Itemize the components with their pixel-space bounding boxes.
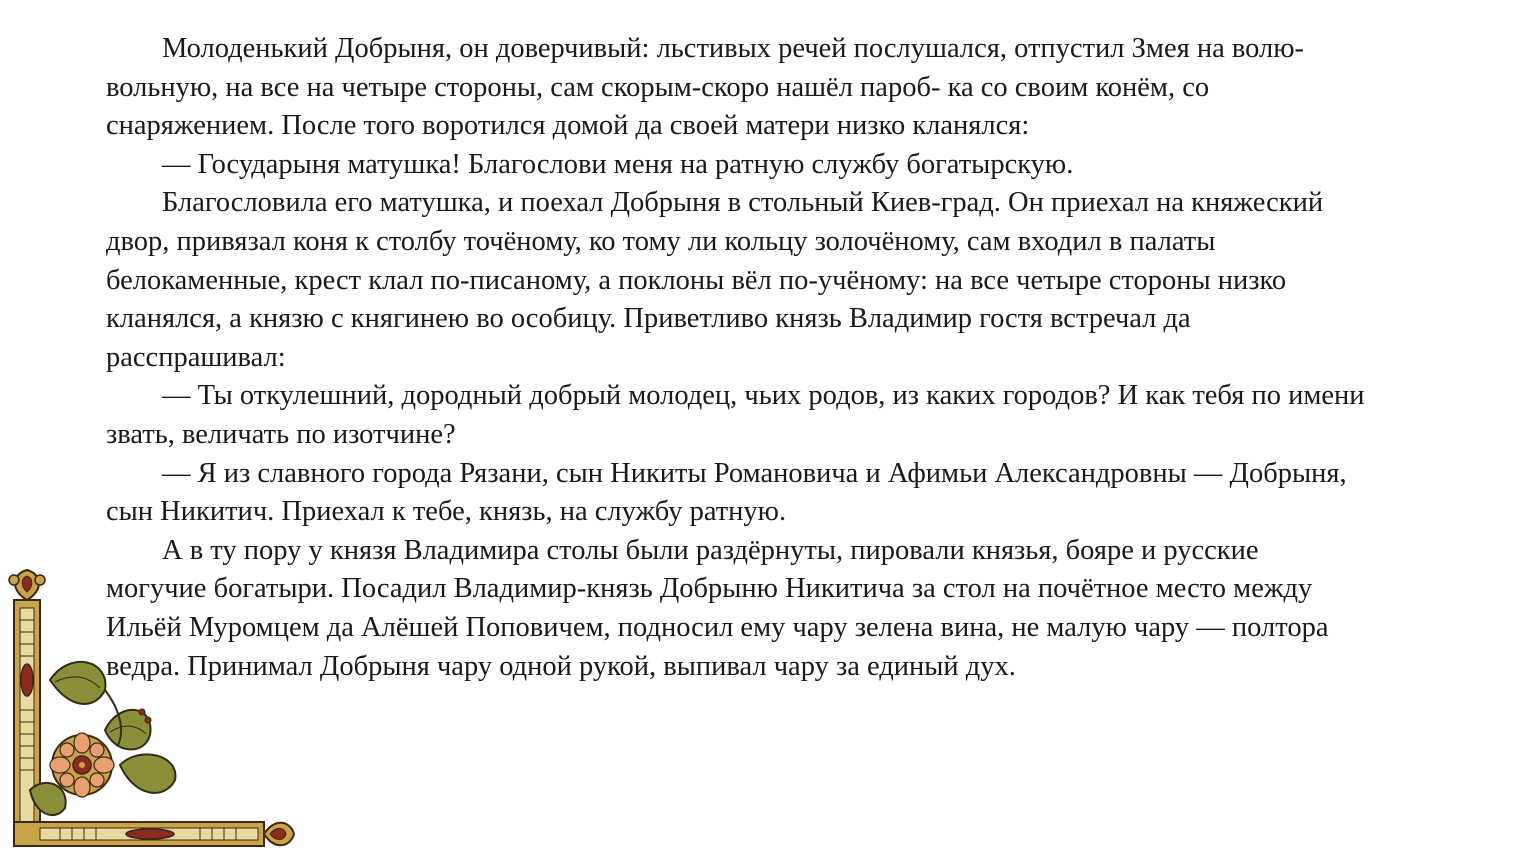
ornamental-corner-icon: [0, 560, 300, 860]
text-line: могучие богатыри. Посадил Владимир-князь Добрыню Никитича за стол на почётное место между: [106, 573, 1313, 605]
text-line: расспрашивал:: [106, 341, 286, 373]
text-line: белокаменные, крест клал по-писаному, а поклоны вёл по-учёному: на все четыре стороны низко: [106, 264, 1287, 296]
story-text: [106, 30, 1516, 686]
text-line: — Ты откулешний, дородный добрый молодец, чьих родов, из каких городов? И как тебя по имени: [162, 380, 1365, 412]
text-line: Молоденький Добрыня, он доверчивый: льстивых речей послушался, отпустил Змея на волю-: [162, 33, 1304, 64]
text-line: двор, привязал коня к столбу точёному, ко тому ли кольцу золочёному, сам входил в палаты: [106, 225, 1216, 257]
text-line: — Государыня матушка! Благослови меня на ратную службу богатырскую.: [162, 148, 1074, 180]
text-line: сын Никитич. Приехал к тебе, князь, на службу ратную.: [106, 496, 787, 528]
text-line: — Я из славного города Рязани, сын Никиты Романовича и Афимьи Александровны — Добрыня,: [162, 457, 1347, 489]
text-line: Благословила его матушка, и поехал Добрыня в стольный Киев-град. Он приехал на княжеский: [162, 187, 1324, 219]
text-line: А в ту пору у князя Владимира столы были раздёрнуты, пировали князья, бояре и русские: [162, 534, 1259, 566]
text-line: ведра. Принимал Добрыня чару одной рукой, выпивал чару за единый дух.: [106, 650, 1016, 682]
text-line: звать, величать по изотчине?: [106, 418, 456, 450]
text-line: Ильёй Муромцем да Алёшей Поповичем, подносил ему чару зелена вина, не малую чару — полтора: [106, 611, 1329, 643]
text-line: кланялся, а князю с княгинею во особицу. Приветливо князь Владимир гостя встречал да: [106, 303, 1191, 335]
text-line: вольную, на все на четыре стороны, сам скорым-скоро нашёл пароб- ка со своим конём, со: [106, 71, 1210, 103]
text-line: снаряжением. После того воротился домой да своей матери низко кланялся:: [106, 110, 1030, 142]
